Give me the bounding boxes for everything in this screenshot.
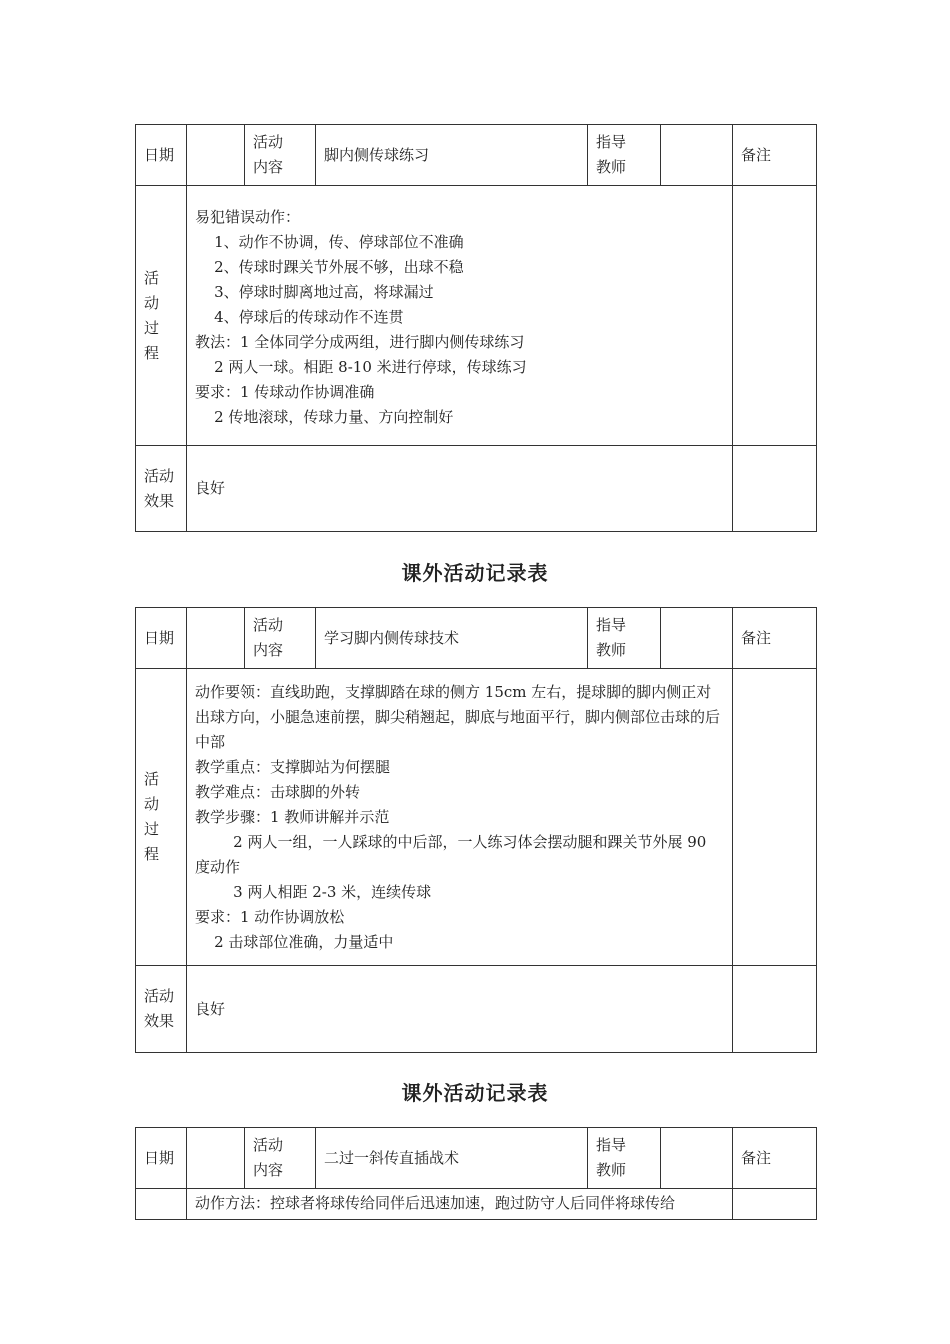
teacher-value [661, 125, 733, 186]
content-label: 活动 内容 [245, 608, 316, 669]
process-content [187, 1189, 733, 1220]
process-line: 3、停球时脚离地过高，将球漏过 [195, 282, 434, 301]
content-value: 学习脚内侧传球技术 [316, 608, 588, 669]
process-line: 2 击球部位准确，力量适中 [195, 933, 394, 951]
remark-cell [733, 1189, 817, 1220]
remark-cell [733, 446, 817, 532]
record-table-3 [135, 1127, 817, 1220]
process-line: 2 传地滚球，传球力量、方向控制好 [195, 407, 454, 426]
content-value: 脚内侧传球练习 [316, 125, 588, 186]
process-label [136, 1189, 187, 1220]
teacher-label: 指导 教师 [588, 608, 661, 669]
remark-cell [733, 966, 817, 1053]
teacher-value [661, 608, 733, 669]
process-content [187, 186, 733, 446]
process-label: 活 动 过 程 [136, 186, 187, 446]
process-line: 2 两人一球。相距 8-10 米进行停球，传球练习 [195, 357, 527, 376]
date-value [187, 608, 245, 669]
section-title: 课外活动记录表 [401, 561, 549, 585]
remark-cell [733, 186, 817, 446]
process-line: 动作要领：直线助跑，支撑脚踏在球的侧方 15cm 左右，提球脚的脚内侧正对出球方向，小腿急速前摆，脚尖稍翘起，脚底与地面平行，脚内侧部位击球的后中部 [195, 683, 721, 751]
teacher-label: 指导 教师 [588, 125, 661, 186]
process-line: 教学步骤：1 教师讲解并示范 [195, 808, 390, 826]
effect-label: 活动 效果 [136, 966, 187, 1053]
date-value [187, 1128, 245, 1189]
date-value [187, 125, 245, 186]
remark-label: 备注 [733, 608, 817, 669]
process-line: 动作方法：控球者将球传给同伴后迅速加速，跑过防守人后同伴将球传给 [195, 1194, 676, 1212]
process-line: 要求：1 动作协调放松 [195, 908, 345, 926]
process-line: 易犯错误动作： [195, 207, 301, 226]
record-table-2 [135, 607, 817, 1053]
content-value: 二过一斜传直插战术 [316, 1128, 588, 1189]
effect-value: 良好 [187, 446, 733, 532]
teacher-label: 指导 教师 [588, 1128, 661, 1189]
process-line: 要求：1 传球动作协调准确 [195, 382, 375, 401]
content-label: 活动 内容 [245, 1128, 316, 1189]
effect-label: 活动 效果 [136, 446, 187, 532]
process-line: 教法：1 全体同学分成两组，进行脚内侧传球练习 [195, 332, 525, 351]
date-label: 日期 [136, 125, 187, 186]
record-table-1 [135, 124, 817, 532]
process-line: 2 两人一组，一人踩球的中后部，一人练习体会摆动腿和踝关节外展 90 度动作 [195, 833, 712, 876]
process-line: 4、停球后的传球动作不连贯 [195, 307, 404, 326]
process-content [187, 669, 733, 966]
date-label: 日期 [136, 608, 187, 669]
remark-cell [733, 669, 817, 966]
section-title: 课外活动记录表 [401, 1081, 549, 1105]
process-line: 教学重点：支撑脚站为何摆腿 [195, 758, 391, 776]
content-label: 活动 内容 [245, 125, 316, 186]
process-line: 教学难点：击球脚的外转 [195, 783, 361, 801]
date-label: 日期 [136, 1128, 187, 1189]
remark-label: 备注 [733, 1128, 817, 1189]
process-line: 1、动作不协调，传、停球部位不准确 [195, 232, 464, 251]
process-line: 3 两人相距 2-3 米，连续传球 [195, 883, 432, 901]
remark-label: 备注 [733, 125, 817, 186]
effect-value: 良好 [187, 966, 733, 1053]
process-label: 活 动 过 程 [136, 669, 187, 966]
process-line: 2、传球时踝关节外展不够，出球不稳 [195, 257, 464, 276]
teacher-value [661, 1128, 733, 1189]
